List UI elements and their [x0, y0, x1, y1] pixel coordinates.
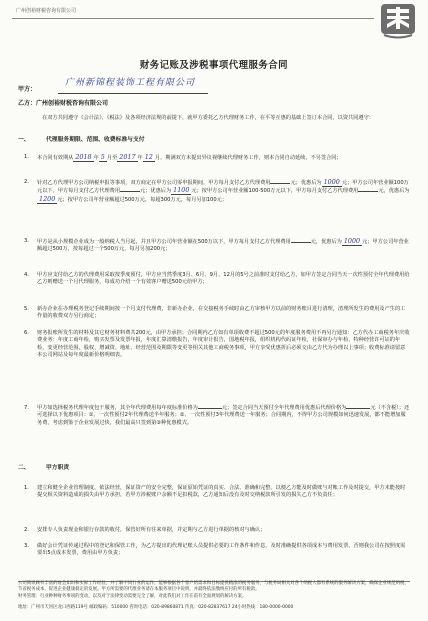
end-month-field: 12 — [144, 153, 153, 161]
fee-field: 1200 — [39, 194, 56, 203]
section2-number: 二、 — [18, 465, 30, 471]
section2-item-3 — [24, 543, 410, 558]
section1-item-3 — [24, 238, 410, 254]
item-number: 7. — [24, 405, 29, 411]
item-text: 元（不含税）；还可选择以下优惠项目：①、一次性预付2年代理费送半年服务；②、一次性预付3年代理费送一年服务；合同期内，不得甲方公司规模如何迅速发展，都不能增加服务费，考虑到鉴于企业发展过快，我们最高只签到第③种优惠模式。 — [37, 405, 410, 426]
item-text: 甲方应支付给乙方的代理费用采取按季度预付，甲方应当然季度3月、6月、9月、12月的5号之前准时支付给乙方，如甲方签定合同当天一次性预付全年代理费用给乙方则赠送一个月代理服务，每成功介绍一个有效客户赠送500元给甲方； — [37, 272, 410, 286]
header-company-name: 广州创裕财税咨询有限公司 — [16, 8, 77, 14]
item-text: 年 — [93, 155, 99, 161]
section1-heading — [18, 137, 145, 144]
contract-title: 财务记账及涉税事项代理服务合同 — [139, 60, 289, 71]
item-text: 元；签定合同当天预付全年代理费用优惠后代理价格为 — [221, 405, 347, 411]
item-text: 本合同有效期从 — [37, 155, 74, 161]
party-b-label: 乙方： — [18, 100, 37, 107]
item-number: 1. — [24, 485, 29, 491]
section1-number: 一、 — [18, 137, 30, 143]
fee-field — [120, 191, 140, 192]
item-text: 甲方是从小规模企业成为一般纳税人当月起，并且甲方公司年营业额在500万以下，甲方每月支付乙方代理费用 — [37, 239, 291, 245]
section1-item-5 — [24, 306, 410, 321]
fee-field: 1000 — [323, 178, 340, 186]
item-text: 财务报账所发生的材料及其它财务材料费共200元，由甲方承担；合同期内乙方如有单项收费不超过500元的年度服务费用不再另行通知：乙方代办工商税务年庆收费业务：年度工商年检，购买发票及发票年报，年度汇算清缴报告，年度审计报告，国地税年报，组织机构代码证年检，社保审办与年检，特种经营许可证的年检，变更经营范围，股权、增减资、地址、经营范围及期限等变更等相关其他工商税务事项，甲方享受优惠折后必须交由乙方代为办理以上事项；收费标准请留意本公司网站及每年度最新价格明细表。 — [37, 330, 410, 359]
fee-field: 1000 — [343, 237, 361, 245]
item-text: 月至 — [106, 155, 118, 161]
section2-item-2 — [24, 527, 410, 534]
party-a-label: 甲方： — [18, 86, 37, 93]
company-logo-icon — [378, 2, 418, 40]
item-number: 4. — [24, 272, 29, 278]
item-text: 元；按甲方公司年营业额超过500万元，每超300万元，每月另加100元； — [57, 196, 228, 203]
section2-item-1 — [24, 485, 410, 500]
section1-item-4 — [24, 272, 410, 287]
fee-field — [291, 242, 311, 243]
end-year-field: 2017 — [119, 153, 136, 161]
item-text: 新办企业在办理税务登记手续期间按一个月支付代理费，非新办企业，在交接税务手续时由乙方审核甲方以前的财务账目进行清理，清理所发生的费用及产生的工作量的收费双方另行商定； — [37, 306, 406, 320]
party-b-name: 广州创裕财税咨询有限公司 — [36, 100, 109, 107]
item-text: 元，优惠后为 — [378, 188, 410, 195]
annual-fee-field — [198, 408, 222, 409]
item-text: 元；甲方公司年营业额超过500万，按每超过一个500万元，每月另加200元； — [37, 239, 409, 253]
section1-item-7 — [24, 405, 410, 427]
fee-field — [270, 183, 290, 184]
fee-field — [358, 191, 378, 192]
item-text: 建立和健全企业管理制度，依法经营，保证资产的安全完整，保证原始凭证的真实、合法、准确和完整。以便乙方能及时做账与对帐工作及时提交，甲方未能按时提交相关资料造成的损失由甲方承担，若甲方涉税账户余额不足扣税款，乙方通知后没有及时交纳税款所引发的损失乙方不负责任； — [37, 485, 406, 499]
item-text: 甲方如选择税务代理年度包干服务，其全年代理费用每年度标准价格为 — [37, 405, 198, 411]
item-text: 元，优惠后为 — [310, 239, 342, 245]
intro-paragraph: 在双方共同遵守《会计法》、《税法》及各项经济法规的前提下，就甲方委托乙方代理财务工作，在平等互惠的基础上签订本合同，以资共同遵守： — [42, 115, 374, 121]
footer-contact: 地址：广州市天河区龙口西路119号 邮政编码：510000 咨询电话：020-89860871 传真：020-82837617 24小时热线：180-0000-0000 — [18, 605, 294, 610]
party-a-handwritten-name: 广州新锦程装饰工程有限公司 — [65, 78, 196, 88]
start-year-field: 2018 — [75, 153, 92, 161]
party-b-row — [18, 100, 108, 107]
item-text: 做好会计凭证传递过程中的登记和保管工作，为乙方提出的代理记账人员提供必要的工作条件和作息，及时准确提供各项成本与费用发票，否则我公司在按照度需要出5点成本发票，费用由甲方负责； — [37, 543, 406, 557]
section1-item-2 — [24, 179, 410, 204]
item-number: 3. — [24, 543, 29, 549]
section2-title: 甲方职责 — [46, 465, 70, 471]
item-number: 2. — [24, 179, 29, 185]
item-number: 3. — [24, 238, 29, 244]
item-text: 年 — [137, 155, 143, 161]
item-text: 月，期满双方未提出异议视继续代理财务工作，则本合同自动延续，不另签合同； — [154, 155, 342, 161]
footer-note-text: 公司简讯顾有丰富的财会知识和实际工作经验，并了解不同行业的运作，能够根据各个客户的需求和目标提供精准的税务服务，与税务局相关对各个纳税人都有系统的服务解决方案，确保企业规范纳税，节省税务成本，促进企业健康稳定的发展。甲方所需要的代理业务请在本服务项目中说明，并最终依法缴纳应付的所有税款。 — [18, 581, 409, 593]
item-number: 1. — [24, 154, 29, 160]
item-text: 针对乙方代理甲方公司纳税申报等事项，双方商定在甲方公司零申报期间，甲方每月支付乙方代理费用 — [37, 180, 271, 186]
annual-fee-discount-field — [346, 408, 370, 409]
item-text: 元；优惠后为 — [290, 180, 322, 186]
section1-item-6 — [24, 330, 410, 360]
start-month-field: 5 — [100, 153, 105, 161]
section1-title: 代理服务期限、范围、收费标准与支付 — [46, 137, 145, 143]
footer-note — [18, 581, 410, 600]
fee-field: 1100 — [173, 186, 190, 195]
party-a-underline — [58, 93, 208, 94]
item-text: 元；优惠后为 — [140, 188, 172, 195]
section1-item-1 — [24, 154, 410, 162]
item-text: 安排专人负责现金和银行存款的收付，保管好所有往来单据，并定期与乙方进行单据的核对与确认； — [37, 527, 266, 533]
item-number: 6. — [24, 330, 29, 336]
item-text: 元；甲方公司年营业额100万元以下，甲方每月支付乙方代理费用 — [37, 180, 409, 195]
section2-heading — [18, 465, 69, 472]
header-divider — [12, 18, 374, 19]
item-text: 元；按甲方公司年营业额100-500万元以下，甲方每月支付乙方代理费用 — [191, 188, 359, 195]
footer-note-text-2: 财务管理：行业种种财务事项的变动，以及对于法律变动需要完全了解，对此我们对工作在前有全面规划的解决方案。 — [18, 593, 247, 599]
item-number: 2. — [24, 527, 29, 533]
item-number: 5. — [24, 306, 29, 312]
